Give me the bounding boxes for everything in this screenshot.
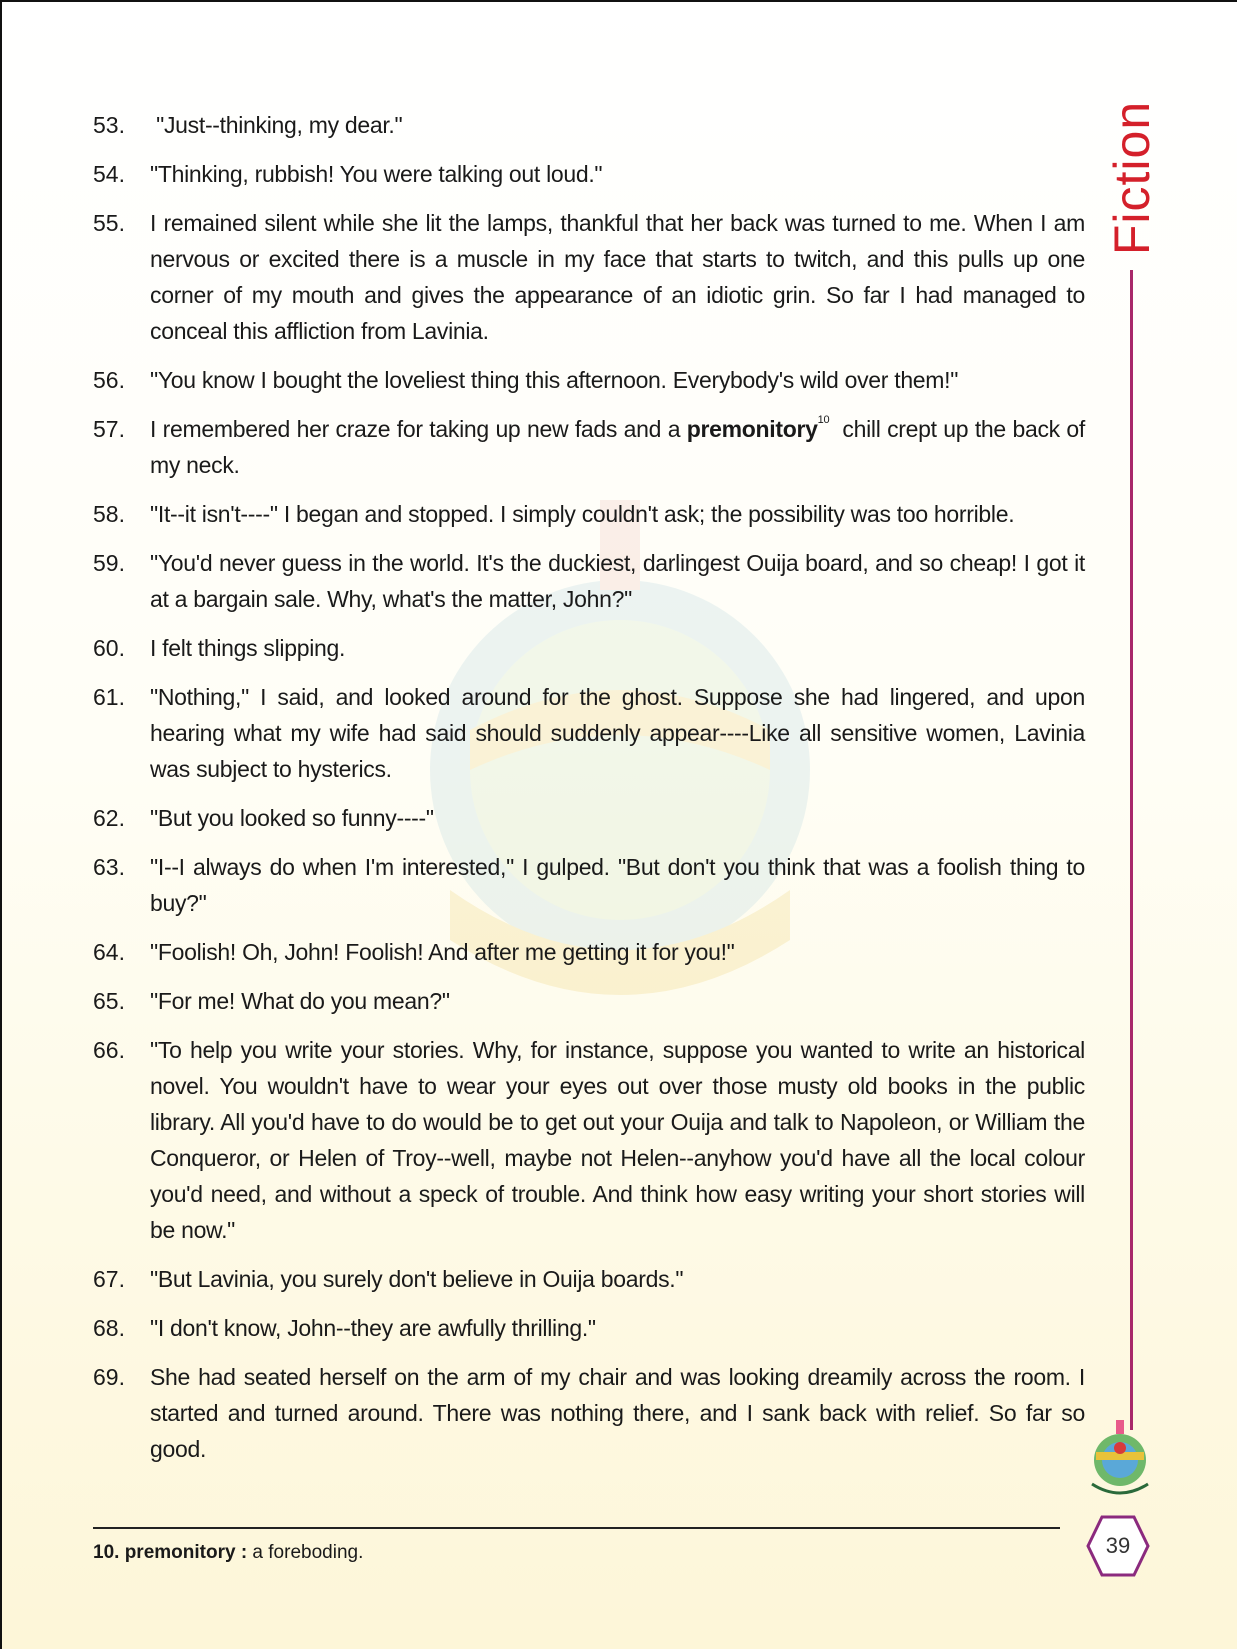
paragraph-number: 60. bbox=[93, 635, 125, 661]
cce-logo-icon bbox=[1082, 1418, 1158, 1508]
paragraph-number: 61. bbox=[93, 684, 125, 710]
footnote bbox=[93, 1542, 363, 1564]
paragraph-number: 63. bbox=[93, 854, 125, 880]
paragraph-number: 69. bbox=[93, 1364, 125, 1390]
paragraph-60 bbox=[93, 630, 1085, 666]
section-side-title bbox=[1104, 100, 1160, 256]
paragraph-68 bbox=[93, 1310, 1085, 1346]
paragraph-62 bbox=[93, 800, 1085, 836]
paragraph-text: "Just--thinking, my dear." bbox=[150, 112, 403, 138]
paragraph-number: 56. bbox=[93, 367, 125, 393]
paragraph-56 bbox=[93, 362, 1085, 398]
paragraph-number: 53. bbox=[93, 112, 125, 138]
paragraph-text: She had seated herself on the arm of my chair and was looking dreamily across the room. I started and turned around. There was nothing there, and I sank back with relief. So far so good. bbox=[150, 1364, 1085, 1462]
footnote-text: a foreboding. bbox=[247, 1542, 364, 1563]
paragraph-number: 58. bbox=[93, 501, 125, 527]
text-after-keyword: chill crept up the back of my neck. bbox=[150, 416, 1092, 478]
paragraph-number: 66. bbox=[93, 1037, 125, 1063]
paragraph-text: "Foolish! Oh, John! Foolish! And after me getting it for you!" bbox=[150, 939, 735, 965]
page-number: 39 bbox=[1105, 1533, 1131, 1558]
footnote-label: 10. premonitory : bbox=[93, 1542, 248, 1563]
paragraph-55 bbox=[93, 205, 1085, 349]
paragraph-text: "Thinking, rubbish! You were talking out loud." bbox=[150, 161, 603, 187]
paragraph-number: 64. bbox=[93, 939, 125, 965]
paragraph-57 bbox=[93, 411, 1092, 483]
text-before-keyword: I remembered her craze for taking up new fads and a bbox=[150, 416, 687, 442]
paragraph-65 bbox=[93, 983, 1085, 1019]
paragraph-number: 59. bbox=[93, 550, 125, 576]
paragraph-number: 65. bbox=[93, 988, 125, 1014]
paragraph-text: "It--it isn't----" I began and stopped. I simply couldn't ask; the possibility was too horrible. bbox=[150, 501, 1015, 527]
paragraph-63 bbox=[93, 849, 1085, 921]
paragraph-67 bbox=[93, 1261, 1085, 1297]
paragraph-text: "I--I always do when I'm interested," I gulped. "But don't you think that was a foolish thing to buy?" bbox=[150, 854, 1085, 916]
paragraph-64 bbox=[93, 934, 1085, 970]
paragraph-54 bbox=[93, 156, 1085, 192]
paragraph-text: "For me! What do you mean?" bbox=[150, 988, 450, 1014]
page-border-left bbox=[0, 0, 2, 1649]
story-paragraphs bbox=[93, 107, 1092, 1480]
section-side-rule bbox=[1130, 270, 1133, 1430]
paragraph-number: 62. bbox=[93, 805, 125, 831]
paragraph-61 bbox=[93, 679, 1085, 787]
paragraph-text: "You'd never guess in the world. It's the duckiest, darlingest Ouija board, and so cheap! I got it at a bargain sale. Why, what's the matter, John?" bbox=[150, 550, 1085, 612]
paragraph-number: 57. bbox=[93, 416, 125, 442]
paragraph-text: "You know I bought the loveliest thing this afternoon. Everybody's wild over them!" bbox=[150, 367, 959, 393]
paragraph-number: 55. bbox=[93, 210, 125, 236]
footnote-divider bbox=[93, 1527, 1060, 1529]
paragraph-text bbox=[150, 411, 1092, 483]
paragraph-text: I remained silent while she lit the lamps, thankful that her back was turned to me. When I am nervous or excited there is a muscle in my face that starts to twitch, and this pulls up one corner of my mouth and gives the appearance of an idiotic grin. So far I had managed to conceal this affliction from Lavinia. bbox=[150, 210, 1085, 344]
paragraph-69 bbox=[93, 1359, 1085, 1467]
paragraph-66 bbox=[93, 1032, 1085, 1248]
paragraph-text: I felt things slipping. bbox=[150, 635, 346, 661]
footnote-reference: 10 bbox=[817, 414, 830, 426]
paragraph-text: "I don't know, John--they are awfully thrilling." bbox=[150, 1315, 596, 1341]
page-border-top bbox=[0, 0, 1237, 2]
paragraph-text: "But Lavinia, you surely don't believe in Ouija boards." bbox=[150, 1266, 684, 1292]
section-title-text: Fiction bbox=[1104, 100, 1160, 256]
paragraph-53 bbox=[93, 107, 1085, 143]
paragraph-text: "But you looked so funny----" bbox=[150, 805, 434, 831]
paragraph-number: 54. bbox=[93, 161, 125, 187]
paragraph-number: 67. bbox=[93, 1266, 125, 1292]
glossary-keyword: premonitory bbox=[686, 416, 818, 442]
paragraph-58 bbox=[93, 496, 1085, 532]
paragraph-number: 68. bbox=[93, 1315, 125, 1341]
paragraph-text: "To help you write your stories. Why, for instance, suppose you wanted to write an historical novel. You wouldn't have to wear your eyes out over those musty old books in the public library. All you'd have to do would be to get out your Ouija and talk to Napoleon, or William the Conqueror, or Helen of Troy--well, maybe not Helen--anyhow you'd have all the local colour you'd need, and without a speck of trouble. And think how easy writing your short stories will be now." bbox=[150, 1037, 1085, 1243]
paragraph-59 bbox=[93, 545, 1085, 617]
paragraph-text: "Nothing," I said, and looked around for the ghost. Suppose she had lingered, and upon hearing what my wife had said should suddenly appear----Like all sensitive women, Lavinia was subject to hysterics. bbox=[150, 684, 1085, 782]
